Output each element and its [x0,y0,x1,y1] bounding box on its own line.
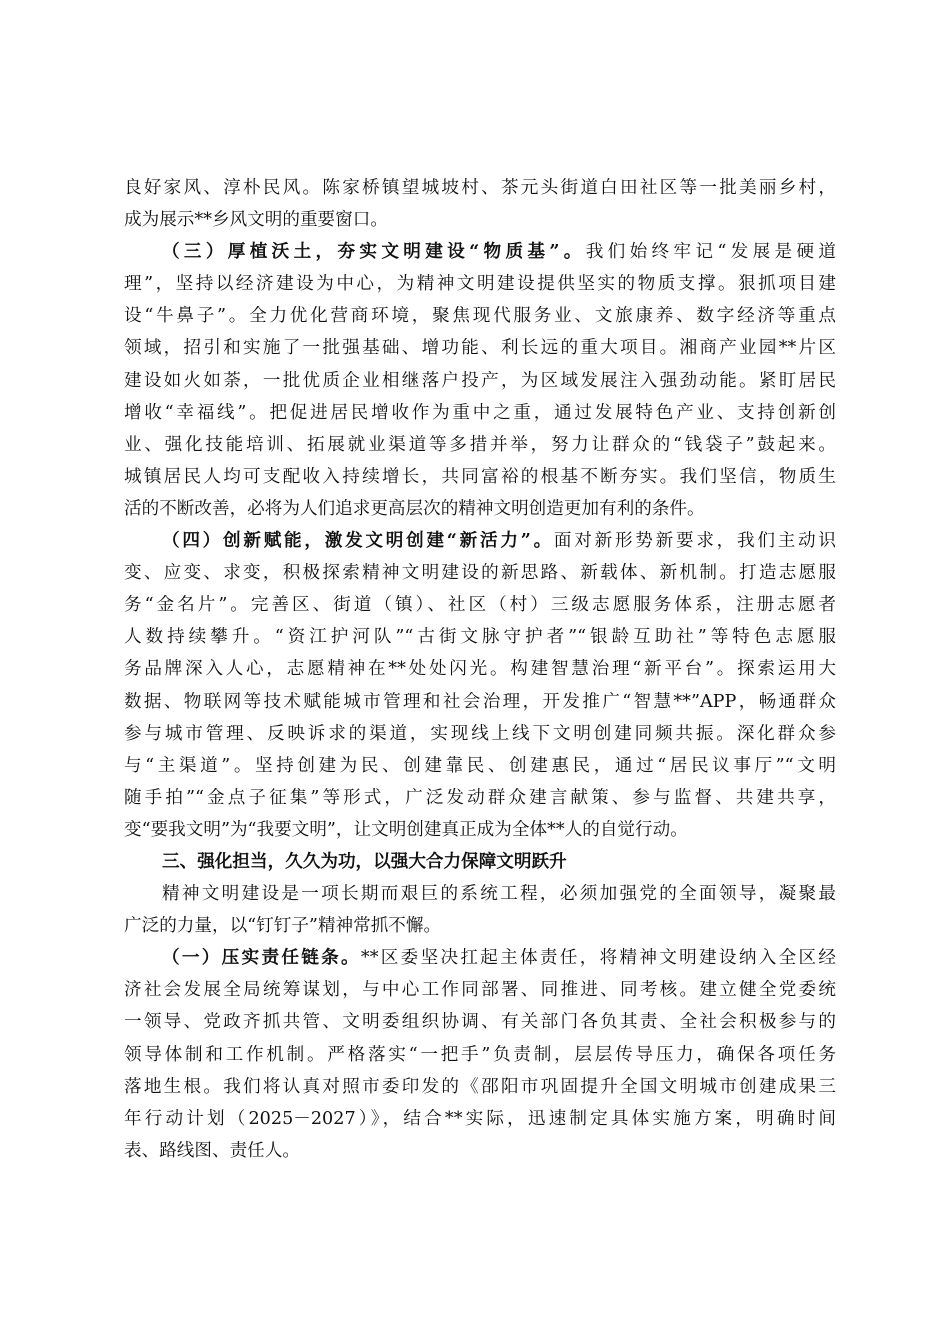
text-line [124,1039,836,1071]
text-line [124,782,836,814]
text-line [124,268,836,300]
text-line [124,814,836,846]
text-line [124,429,836,461]
text-line [124,332,836,364]
text-line [124,493,836,525]
text-line [124,621,836,653]
text-line [124,750,836,782]
text-run: 变“要我文明”为“我要文明”，让文明创建真正成为全体**人的自觉行动。 [124,819,688,840]
text-run: 数据、物联网等技术赋能城市管理和社会治理，开发推广“智慧**”APP，畅通群众 [124,691,836,712]
text-run: 一领导、党政齐抓共管、文明委组织协调、有关部门各负其责、全社会积极参与的 [124,1012,836,1033]
bold-heading-text: 三、强化担当，久久为功，以强大合力保障文明跃升 [162,850,567,872]
text-line [124,172,836,204]
text-run: 精神文明建设是一项长期而艰巨的系统工程，必须加强党的全面领导，凝聚最 [162,884,836,905]
text-line [124,1006,836,1038]
text-run: 表、路线图、责任人。 [124,1140,300,1161]
text-line [124,910,836,942]
text-run: 人数持续攀升。“资江护河队”“古街文脉守护者”“银龄互助社”等特色志愿服 [124,627,836,648]
text-run: 变、应变、求变，积极探索精神文明建设的新思路、新载体、新机制。打造志愿服 [124,563,836,584]
text-line [124,718,836,750]
text-run: 面对新形势新要求，我们主动识 [553,531,836,552]
text-run: 落地生根。我们将认真对照市委印发的《邵阳市巩固提升全国文明城市创建成果三 [124,1076,836,1097]
text-line [124,365,836,397]
text-line [124,686,836,718]
text-run: 与“主渠道”。坚持创建为民、创建靠民、创建惠民，通过“居民议事厅”“文明 [124,755,836,776]
text-line [124,942,836,974]
body-text [124,172,836,1167]
text-line [124,300,836,332]
text-line [124,974,836,1006]
text-run: 随手拍”“金点子征集”等形式，广泛发动群众建言献策、参与监督、共建共享， [124,787,836,808]
text-line [124,1103,836,1135]
text-line [124,525,836,557]
bold-heading-text: （四）创新赋能，激发文明创建“新活力”。 [162,530,554,552]
bold-heading-text: （一）压实责任链条。 [162,947,361,969]
text-line [124,653,836,685]
text-run: 领域，招引和实施了一批强基础、增功能、利长远的重大项目。湘商产业园**片区 [124,338,836,359]
text-run: 我们始终牢记“发展是硬道 [585,242,836,263]
text-line [124,204,836,236]
text-run: 广泛的力量，以“钉钉子”精神常抓不懈。 [124,916,442,937]
text-run: 建设如火如荼，一批优质企业相继落户投产，为区域发展注入强劲动能。紧盯居民 [124,370,836,391]
text-run: 年行动计划（2025－2027）》，结合**实际，迅速制定具体实施方案，明确时间 [124,1108,836,1129]
text-run: 参与城市管理、反映诉求的渠道，实现线上线下文明创建同频共振。深化群众参 [124,723,836,744]
text-run: 设“牛鼻子”。全力优化营商环境，聚焦现代服务业、文旅康养、数字经济等重点 [124,306,836,327]
text-run: 增收“幸福线”。把促进居民增收作为重中之重，通过发展特色产业、支持创新创 [124,402,836,423]
text-line [124,589,836,621]
text-line [124,1071,836,1103]
text-line [124,461,836,493]
text-run: 务品牌深入人心，志愿精神在**处处闪光。构建智慧治理“新平台”。探索运用大 [124,659,836,680]
text-line [124,397,836,429]
text-line [124,557,836,589]
text-run: 业、强化技能培训、拓展就业渠道等多措并举，努力让群众的“钱袋子”鼓起来。 [124,434,836,455]
text-run: **区委坚决扛起主体责任，将精神文明建设纳入全区经 [360,948,836,969]
text-run: 济社会发展全局统筹谋划，与中心工作同部署、同推进、同考核。建立健全党委统 [124,980,836,1001]
bold-heading-text: （三）厚植沃土，夯实文明建设“物质基”。 [162,241,586,263]
text-run: 务“金名片”。完善区、街道（镇）、社区（村）三级志愿服务体系，注册志愿者 [124,595,836,616]
text-run: 城镇居民人均可支配收入持续增长，共同富裕的根基不断夯实。我们坚信，物质生 [124,466,836,487]
text-run: 领导体制和工作机制。严格落实“一把手”负责制，层层传导压力，确保各项任务 [124,1044,836,1065]
text-run: 理”，坚持以经济建设为中心，为精神文明建设提供坚实的物质支撑。狠抓项目建 [124,274,836,295]
text-line [124,846,836,878]
text-run: 活的不断改善，必将为人们追求更高层次的精神文明创造更加有利的条件。 [124,498,705,519]
text-line [124,878,836,910]
text-line [124,1135,836,1167]
text-run: 成为展示**乡风文明的重要窗口。 [124,210,388,231]
text-line [124,236,836,268]
text-run: 良好家风、淳朴民风。陈家桥镇望城坡村、茶元头街道白田社区等一批美丽乡村， [124,178,836,198]
